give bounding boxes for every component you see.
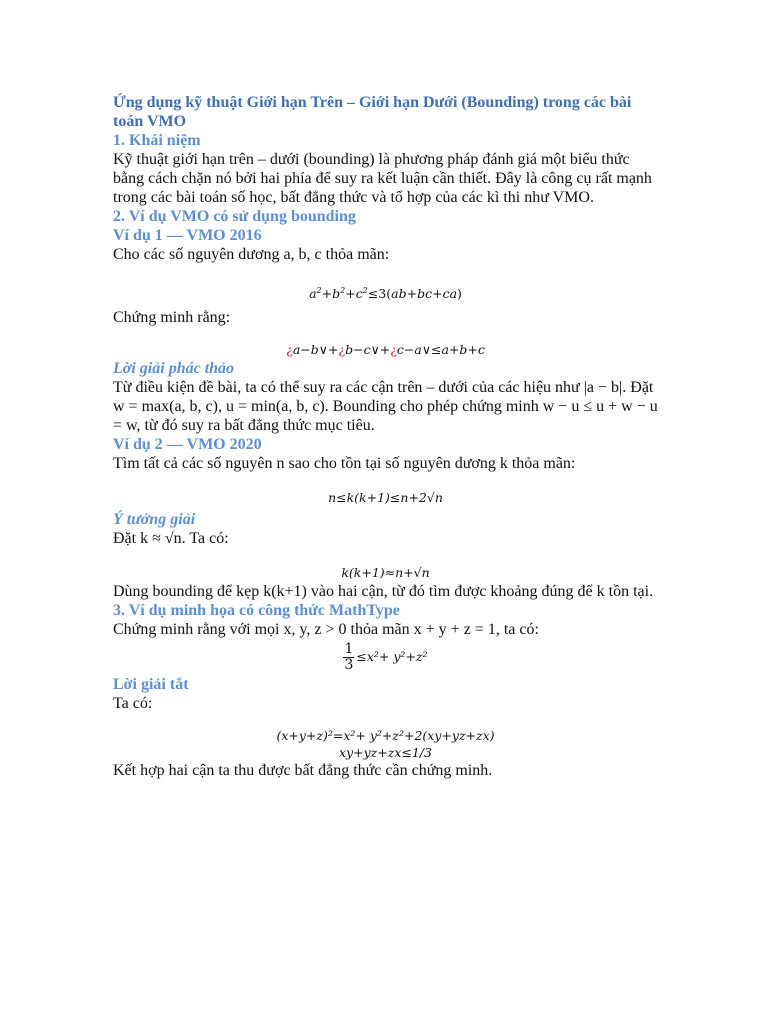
example-2-formula: n≤k(k+1)≤n+2√n bbox=[328, 490, 443, 505]
example-1-target-formula: ¿a−b∨+¿b−c∨+¿c−a∨≤a+b+c bbox=[286, 342, 485, 357]
example-2-text: Tìm tất cả các số nguyên n sao cho tồn tại số nguyên dương k thỏa mãn: bbox=[113, 455, 576, 472]
section-3-formula-a: (x+y+z)²=x²+ y²+z²+2(xy+yz+zx) bbox=[276, 728, 495, 743]
inequality-rhs: ≤x²+ y²+z² bbox=[356, 649, 428, 664]
fraction-one-third bbox=[343, 642, 354, 673]
section-1-heading: 1. Khái niệm bbox=[113, 132, 201, 149]
fraction-numerator: 1 bbox=[344, 641, 354, 657]
fraction-denominator: 3 bbox=[344, 657, 354, 673]
section-3-conclusion: Kết hợp hai cận ta thu được bất đẳng thức cần chứng minh. bbox=[113, 762, 493, 779]
document-title: Ứng dụng kỹ thuật Giới hạn Trên – Giới hạn Dưới (Bounding) trong các bài toán VMO bbox=[113, 94, 632, 130]
example-1-heading: Ví dụ 1 — VMO 2016 bbox=[113, 227, 262, 244]
section-3-inequality bbox=[113, 639, 658, 675]
example-2-idea-text: Đặt k ≈ √n. Ta có: bbox=[113, 530, 229, 547]
example-1-text: Cho các số nguyên dương a, b, c thỏa mãn: bbox=[113, 246, 390, 263]
example-1-sketch-heading: Lời giải phác thảo bbox=[113, 360, 235, 377]
example-1-sketch-text: Từ điều kiện đề bài, ta có thể suy ra các cận trên – dưới của các hiệu như |a − b|. Đặt w = max(a, b, c), u = min(a, b, c). Bounding cho phép chứng minh w − u ≤ u + w − u = w, từ đó suy ra bất đẳng thức mục tiêu. bbox=[113, 379, 658, 434]
example-2-conclusion: Dùng bounding để kẹp k(k+1) vào hai cận, từ đó tìm được khoảng đúng để k tồn tại. bbox=[113, 583, 654, 600]
section-3-solution-heading: Lời giải tắt bbox=[113, 676, 189, 693]
example-2-approx-formula: k(k+1)≈n+√n bbox=[341, 565, 430, 580]
section-3-solution-text: Ta có: bbox=[113, 695, 153, 712]
section-3-text: Chứng minh rằng với mọi x, y, z > 0 thỏa mãn x + y + z = 1, ta có: bbox=[113, 621, 539, 638]
section-3-heading: 3. Ví dụ minh họa có công thức MathType bbox=[113, 602, 400, 619]
section-2-heading: 2. Ví dụ VMO có sử dụng bounding bbox=[113, 208, 356, 225]
example-2-idea-heading: Ý tưởng giải bbox=[113, 511, 196, 528]
document-page bbox=[113, 93, 658, 780]
section-1-paragraph: Kỹ thuật giới hạn trên – dưới (bounding) là phương pháp đánh giá một biểu thức bằng cách chặn nó bởi hai phía để suy ra kết luận cần thiết. Đây là công cụ rất mạnh trong các bài toán số học, bất đẳng thức và tổ hợp của các kì thi như VMO. bbox=[113, 151, 652, 206]
example-2-heading: Ví dụ 2 — VMO 2020 bbox=[113, 436, 262, 453]
example-1-prove-text: Chứng minh rằng: bbox=[113, 309, 231, 326]
example-1-condition-formula: $a^2+b^2+c^2\le 3(ab+bc+ca)$ bbox=[309, 286, 462, 301]
section-3-formula-b: xy+yz+zx≤1/3 bbox=[339, 745, 432, 760]
